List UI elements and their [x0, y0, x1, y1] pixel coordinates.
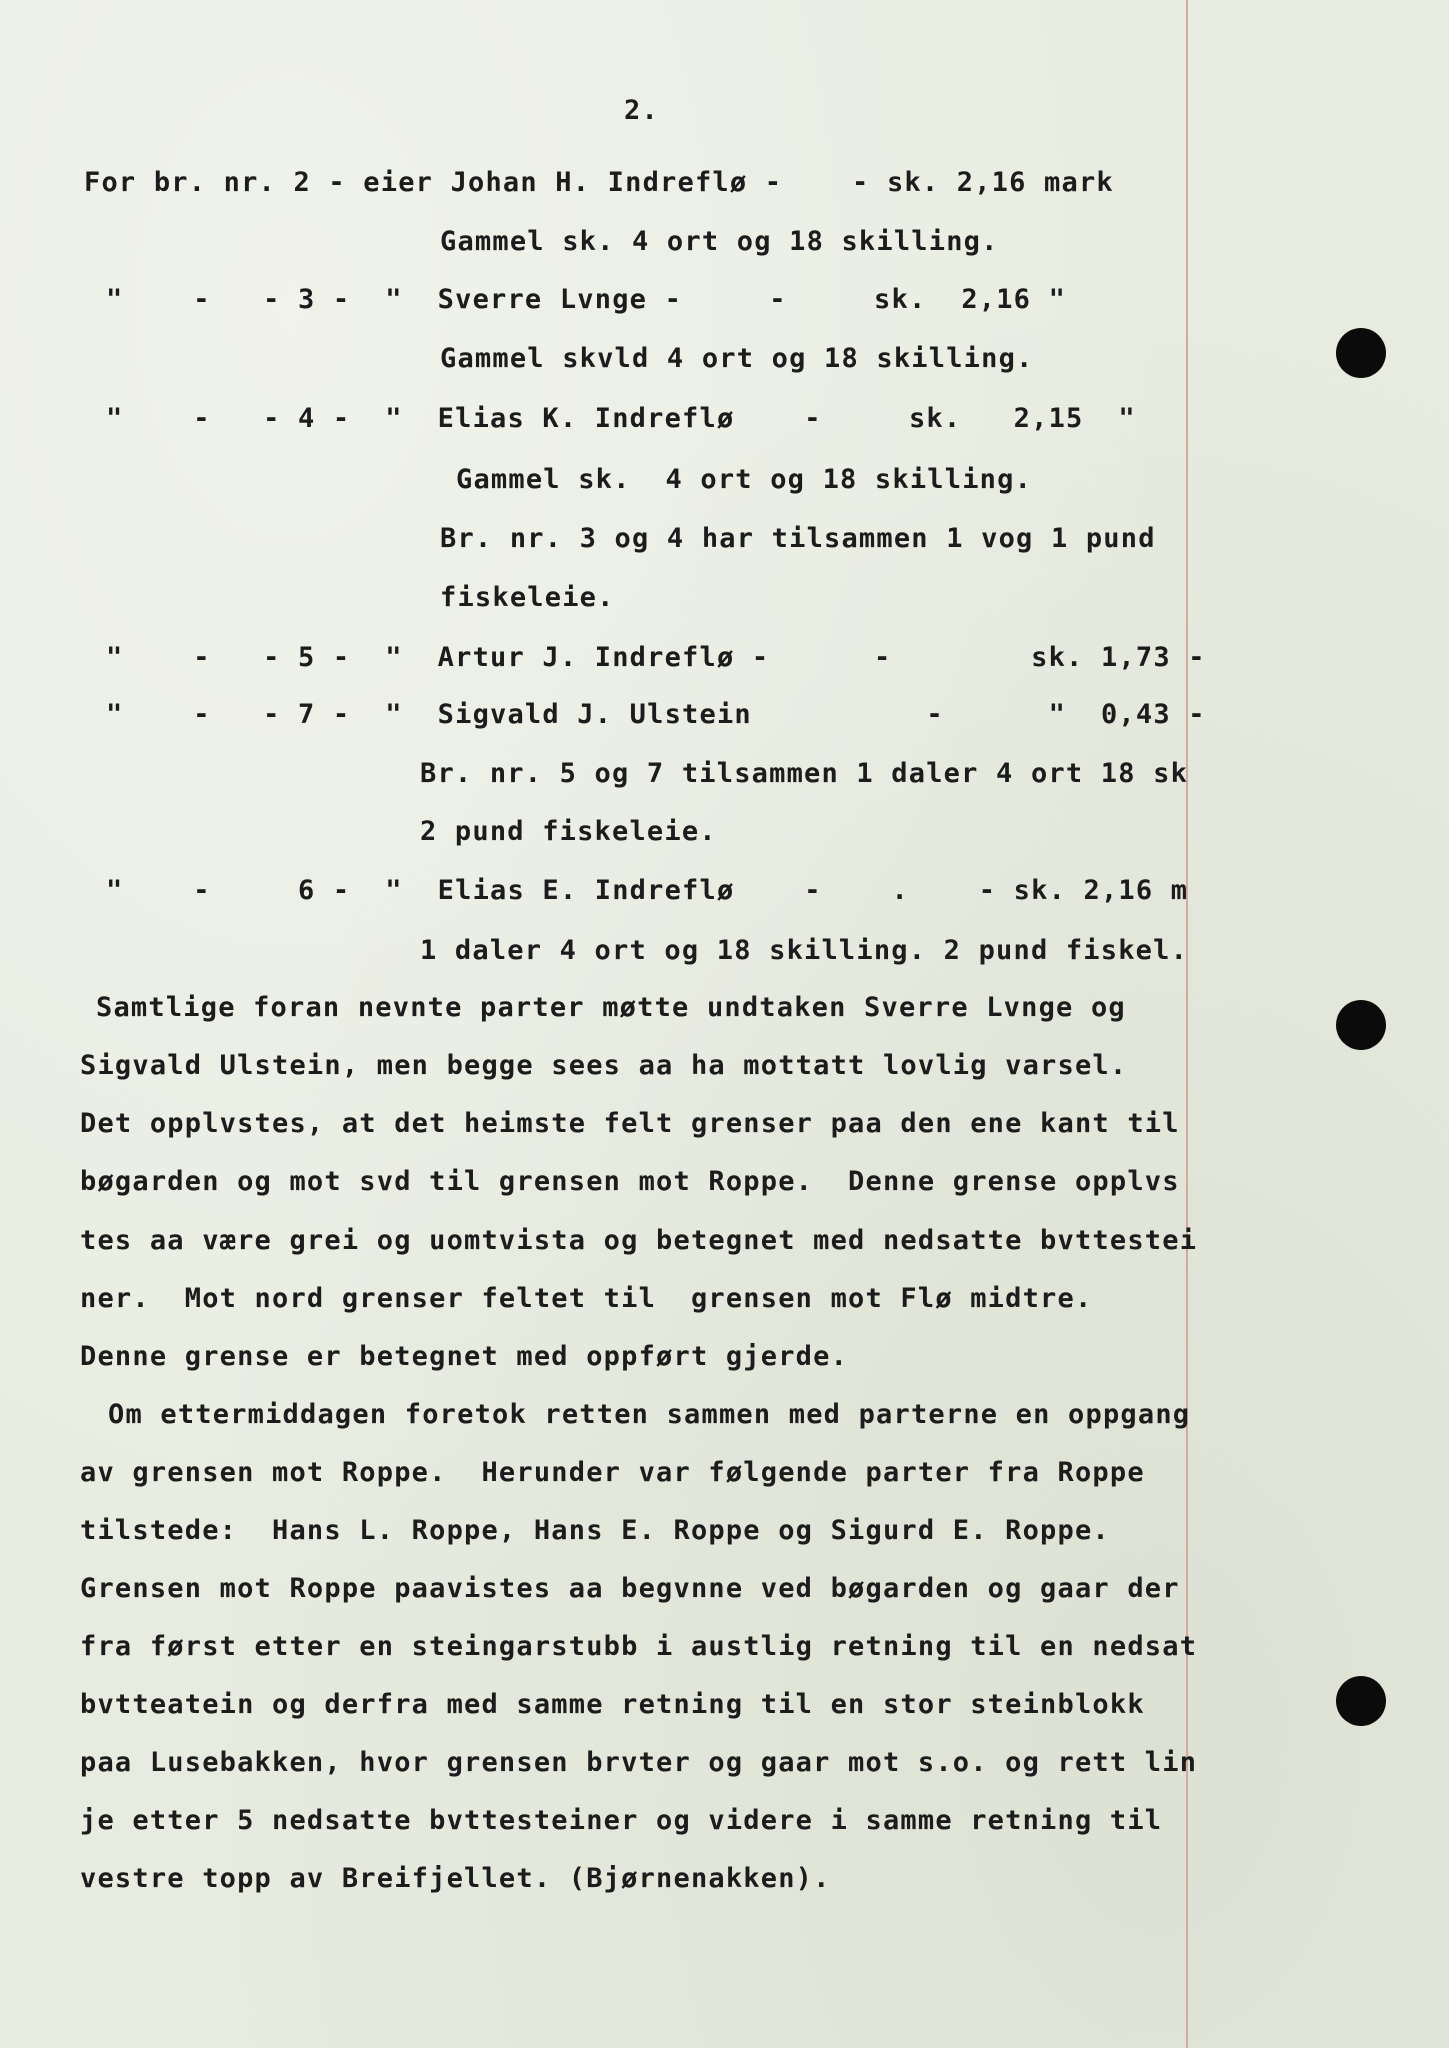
punch-hole-icon	[1336, 1000, 1386, 1050]
text-line: fiskeleie.	[440, 582, 615, 613]
text-line: tilstede: Hans L. Roppe, Hans E. Roppe og Sigurd E. Roppe.	[80, 1515, 1110, 1546]
text-line: " - - 3 - " Sverre Lvnge - - sk. 2,16 "	[106, 284, 1067, 315]
text-line: 1 daler 4 ort og 18 skilling. 2 pund fiskel.	[420, 935, 1189, 966]
text-line: Grensen mot Roppe paavistes aa begvnne ved bøgarden og gaar der	[80, 1573, 1180, 1604]
text-line: For br. nr. 2 - eier Johan H. Indreflø - - sk. 2,16 mark	[84, 167, 1114, 198]
text-line: " - 6 - " Elias E. Indreflø - . - sk. 2,16 m	[106, 875, 1189, 906]
text-line: 2 pund fiskeleie.	[420, 816, 717, 847]
text-line: " - - 4 - " Elias K. Indreflø - sk. 2,15 "	[106, 403, 1136, 434]
page-number: 2.	[624, 95, 659, 126]
text-line: bvtteatein og derfra med samme retning til en stor steinblokk	[80, 1689, 1145, 1720]
text-line: Samtlige foran nevnte parter møtte undtaken Sverre Lvnge og	[96, 992, 1126, 1023]
text-line: " - - 7 - " Sigvald J. Ulstein - " 0,43 -	[106, 699, 1206, 730]
text-line: je etter 5 nedsatte bvttesteiner og videre i samme retning til	[80, 1805, 1163, 1836]
text-line: Br. nr. 3 og 4 har tilsammen 1 vog 1 pund	[440, 523, 1156, 554]
text-line: vestre topp av Breifjellet. (Bjørnenakken).	[80, 1863, 831, 1894]
text-line: fra først etter en steingarstubb i austlig retning til en nedsat	[80, 1631, 1198, 1662]
text-line: Sigvald Ulstein, men begge sees aa ha mottatt lovlig varsel.	[80, 1050, 1128, 1081]
punch-hole-icon	[1336, 1676, 1386, 1726]
text-line: Gammel sk. 4 ort og 18 skilling.	[456, 464, 1033, 495]
text-line: ner. Mot nord grenser feltet til grensen mot Flø midtre.	[80, 1283, 1093, 1314]
text-line: bøgarden og mot svd til grensen mot Roppe. Denne grense opplvs	[80, 1166, 1180, 1197]
red-margin-line	[1186, 0, 1188, 2048]
text-line: paa Lusebakken, hvor grensen brvter og gaar mot s.o. og rett lin	[80, 1747, 1198, 1778]
punch-hole-icon	[1336, 328, 1386, 378]
text-line: Denne grense er betegnet med oppført gjerde.	[80, 1341, 849, 1372]
text-line: Om ettermiddagen foretok retten sammen med parterne en oppgang	[108, 1399, 1191, 1430]
text-line: " - - 5 - " Artur J. Indreflø - - sk. 1,73 -	[106, 642, 1206, 673]
text-line: Gammel sk. 4 ort og 18 skilling.	[440, 226, 999, 257]
text-line: av grensen mot Roppe. Herunder var følgende parter fra Roppe	[80, 1457, 1145, 1488]
text-line: Gammel skvld 4 ort og 18 skilling.	[440, 343, 1034, 374]
text-line: tes aa være grei og uomtvista og betegnet med nedsatte bvttestei	[80, 1225, 1198, 1256]
text-line: Br. nr. 5 og 7 tilsammen 1 daler 4 ort 18 sk	[420, 758, 1189, 789]
text-line: Det opplvstes, at det heimste felt grenser paa den ene kant til	[80, 1108, 1180, 1139]
